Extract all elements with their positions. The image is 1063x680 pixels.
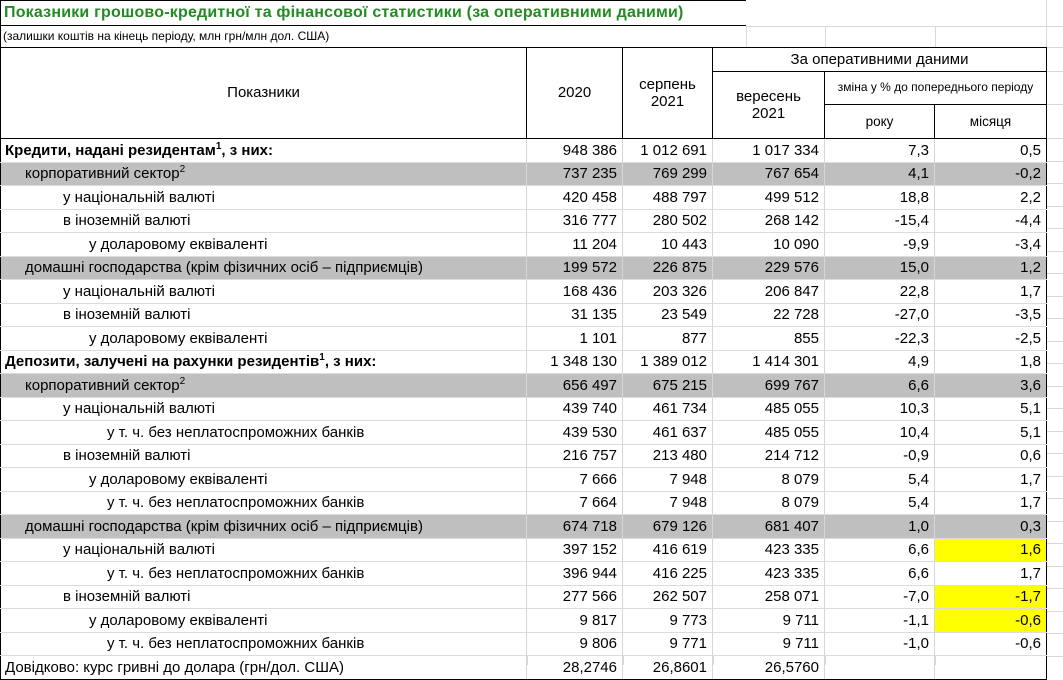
table-row: [1, 350, 1047, 374]
gridline: [1047, 273, 1063, 274]
table-row: [1, 280, 1047, 304]
cell-2020[interactable]: 439 530: [527, 421, 623, 445]
cell-2020[interactable]: 316 777: [527, 209, 623, 233]
cell-aug-2021[interactable]: 203 326: [623, 280, 713, 304]
gridline: [1047, 296, 1063, 297]
cell-2020[interactable]: 28,2746: [527, 656, 623, 680]
table-row: [1, 162, 1047, 186]
cell-change-year[interactable]: -1,0: [825, 632, 935, 656]
row-label-cell[interactable]: [1, 562, 527, 586]
row-label-cell[interactable]: [1, 139, 527, 163]
row-label-cell[interactable]: [1, 468, 527, 492]
cell-change-month[interactable]: -0,6: [935, 632, 1047, 656]
table-row: [1, 421, 1047, 445]
gridline: [1047, 251, 1063, 252]
row-label-cell[interactable]: [1, 421, 527, 445]
page-title: Показники грошово-кредитної та фінансової статистики (за оперативними даними): [0, 0, 746, 26]
cell-aug-2021[interactable]: 26,8601: [623, 656, 713, 680]
cell-aug-2021[interactable]: 9 771: [623, 632, 713, 656]
cell-change-year[interactable]: 6,6: [825, 562, 935, 586]
row-label: корпоративний сектор: [25, 376, 180, 394]
row-label: домашні господарства (крім фізичних осіб – підприємців): [25, 259, 423, 277]
cell-sep-2021[interactable]: 767 654: [713, 162, 825, 186]
cell-change-month[interactable]: 3,6: [935, 374, 1047, 398]
row-label-cell[interactable]: [1, 397, 527, 421]
cell-sep-2021[interactable]: 423 335: [713, 538, 825, 562]
cell-2020[interactable]: 1 348 130: [527, 350, 623, 374]
gridline: [1047, 104, 1063, 105]
cell-change-month[interactable]: 1,7: [935, 280, 1047, 304]
row-label: у національній валюті: [63, 541, 215, 559]
table-row: [1, 303, 1047, 327]
cell-2020[interactable]: 439 740: [527, 397, 623, 421]
row-label-cell[interactable]: [1, 209, 527, 233]
row-label-cell[interactable]: [1, 256, 527, 280]
cell-change-month[interactable]: -0,6: [935, 609, 1047, 633]
cell-2020[interactable]: 396 944: [527, 562, 623, 586]
cell-sep-2021[interactable]: 423 335: [713, 562, 825, 586]
cell-2020[interactable]: 656 497: [527, 374, 623, 398]
row-label: домашні господарства (крім фізичних осіб – підприємців): [25, 517, 423, 535]
table-row: [1, 139, 1047, 163]
gridline: [1047, 611, 1063, 612]
row-label: у національній валюті: [63, 282, 215, 300]
cell-sep-2021[interactable]: 214 712: [713, 444, 825, 468]
row-label-cell[interactable]: [1, 303, 527, 327]
header-indicators[interactable]: Показники: [1, 48, 527, 139]
cell-2020[interactable]: 7 664: [527, 491, 623, 515]
cell-change-month[interactable]: -3,4: [935, 233, 1047, 257]
cell-change-month[interactable]: -0,2: [935, 162, 1047, 186]
cell-aug-2021[interactable]: 769 299: [623, 162, 713, 186]
row-label: у доларовому еквіваленті: [89, 470, 268, 488]
cell-change-year[interactable]: -15,4: [825, 209, 935, 233]
gridline: [935, 26, 936, 47]
cell-2020[interactable]: 737 235: [527, 162, 623, 186]
footnote-marker: 2: [179, 164, 186, 176]
gridline: [1047, 228, 1063, 229]
header-sep-2021[interactable]: [713, 72, 825, 139]
header-sep-line1: вересень: [736, 87, 801, 105]
cell-change-month[interactable]: 1,7: [935, 562, 1047, 586]
cell-change-year[interactable]: -9,9: [825, 233, 935, 257]
subtitle: (залишки коштів на кінець періоду, млн грн/млн дол. США): [3, 29, 330, 43]
cell-aug-2021[interactable]: 262 507: [623, 585, 713, 609]
row-label-cell[interactable]: [1, 609, 527, 633]
cell-sep-2021[interactable]: 9 711: [713, 632, 825, 656]
cell-change-month[interactable]: -4,4: [935, 209, 1047, 233]
table-row: [1, 468, 1047, 492]
table-row: [1, 515, 1047, 539]
cell-change-year[interactable]: 6,6: [825, 538, 935, 562]
gridline: [1047, 386, 1063, 387]
table-row: [1, 538, 1047, 562]
cell-change-month[interactable]: -3,5: [935, 303, 1047, 327]
gridline: [825, 26, 826, 47]
gridline: [1047, 183, 1063, 184]
row-label-cell[interactable]: [1, 162, 527, 186]
cell-change-month[interactable]: 5,1: [935, 421, 1047, 445]
gridline: [1047, 543, 1063, 544]
cell-2020[interactable]: 31 135: [527, 303, 623, 327]
table-row: [1, 444, 1047, 468]
cell-sep-2021[interactable]: 9 711: [713, 609, 825, 633]
cell-change-year[interactable]: 7,3: [825, 139, 935, 163]
row-label-cell[interactable]: [1, 350, 527, 374]
cell-change-month[interactable]: 1,7: [935, 468, 1047, 492]
row-label-cell[interactable]: [1, 538, 527, 562]
row-label: у т. ч. без неплатоспроможних банків: [107, 564, 365, 582]
cell-2020[interactable]: 199 572: [527, 256, 623, 280]
cell-sep-2021[interactable]: 855: [713, 327, 825, 351]
gridline: [1047, 341, 1063, 342]
cell-aug-2021[interactable]: 1 389 012: [623, 350, 713, 374]
cell-change-month[interactable]: 5,1: [935, 397, 1047, 421]
cell-change-month[interactable]: 0,6: [935, 444, 1047, 468]
table-row: [1, 656, 1047, 680]
row-label-cell[interactable]: [1, 515, 527, 539]
row-label-cell[interactable]: [1, 632, 527, 656]
cell-sep-2021[interactable]: 258 071: [713, 585, 825, 609]
row-label: Довідково: курс гривні до долара (грн/дол. США): [5, 658, 344, 676]
header-operational-group[interactable]: За оперативними даними: [713, 48, 1047, 72]
table-row: [1, 632, 1047, 656]
cell-sep-2021[interactable]: 485 055: [713, 397, 825, 421]
cell-change-year[interactable]: -22,3: [825, 327, 935, 351]
cell-2020[interactable]: 216 757: [527, 444, 623, 468]
cell-change-month[interactable]: 1,2: [935, 256, 1047, 280]
header-change-month[interactable]: місяця: [935, 105, 1047, 139]
table-row: [1, 233, 1047, 257]
cell-aug-2021[interactable]: 461 637: [623, 421, 713, 445]
gridline: [1047, 566, 1063, 567]
gridline: [1046, 0, 1047, 47]
gridline: [1047, 206, 1063, 207]
cell-change-month[interactable]: -1,7: [935, 585, 1047, 609]
cell-2020[interactable]: 1 101: [527, 327, 623, 351]
cell-change-year[interactable]: 1,0: [825, 515, 935, 539]
gridline: [1047, 476, 1063, 477]
cell-change-year[interactable]: 4,1: [825, 162, 935, 186]
cell-2020[interactable]: 674 718: [527, 515, 623, 539]
cell-change-year[interactable]: 10,3: [825, 397, 935, 421]
cell-change-year[interactable]: 18,8: [825, 186, 935, 210]
table-row: [1, 491, 1047, 515]
table-row: [1, 327, 1047, 351]
header-2020[interactable]: 2020: [527, 48, 623, 139]
gridline: [1047, 633, 1063, 634]
table-row: [1, 397, 1047, 421]
gridline: [1047, 71, 1063, 72]
header-change-label[interactable]: зміна у % до попереднього періоду: [825, 72, 1047, 105]
gridline: [1047, 521, 1063, 522]
row-label: у доларовому еквіваленті: [89, 235, 268, 253]
cell-sep-2021[interactable]: 681 407: [713, 515, 825, 539]
cell-2020[interactable]: 948 386: [527, 139, 623, 163]
gridline: [1047, 408, 1063, 409]
cell-change-year[interactable]: 5,4: [825, 491, 935, 515]
cell-change-month[interactable]: [935, 656, 1047, 680]
gridline: [1047, 47, 1063, 48]
cell-2020[interactable]: 168 436: [527, 280, 623, 304]
gridline: [1047, 363, 1063, 364]
cell-sep-2021[interactable]: 499 512: [713, 186, 825, 210]
cell-change-month[interactable]: 2,2: [935, 186, 1047, 210]
cell-change-year[interactable]: 22,8: [825, 280, 935, 304]
table-row: [1, 186, 1047, 210]
table-row: [1, 609, 1047, 633]
row-label: у доларовому еквіваленті: [89, 329, 268, 347]
cell-change-year[interactable]: -0,9: [825, 444, 935, 468]
cell-aug-2021[interactable]: 7 948: [623, 491, 713, 515]
header-aug-2021[interactable]: [623, 48, 713, 139]
row-label: у доларовому еквіваленті: [89, 611, 268, 629]
cell-sep-2021[interactable]: 8 079: [713, 491, 825, 515]
cell-sep-2021[interactable]: 206 847: [713, 280, 825, 304]
cell-change-month[interactable]: 1,7: [935, 491, 1047, 515]
cell-aug-2021[interactable]: 488 797: [623, 186, 713, 210]
cell-2020[interactable]: 9 806: [527, 632, 623, 656]
row-label-cell[interactable]: [1, 327, 527, 351]
gridline: [746, 26, 747, 47]
cell-change-year[interactable]: 10,4: [825, 421, 935, 445]
footnote-marker: 1: [319, 352, 325, 364]
gridline: [1047, 498, 1063, 499]
cell-change-month[interactable]: 0,5: [935, 139, 1047, 163]
row-label-cell[interactable]: [1, 444, 527, 468]
footnote-marker: 1: [215, 140, 222, 152]
gridline: [1047, 656, 1063, 657]
row-label: у т. ч. без неплатоспроможних банків: [107, 494, 365, 512]
cell-aug-2021[interactable]: 1 012 691: [623, 139, 713, 163]
cell-aug-2021[interactable]: 679 126: [623, 515, 713, 539]
row-label-suffix: , з них:: [324, 353, 377, 371]
header-aug-line2: 2021: [650, 93, 685, 110]
cell-sep-2021[interactable]: 1 017 334: [713, 139, 825, 163]
row-label-cell[interactable]: [1, 233, 527, 257]
cell-aug-2021[interactable]: 877: [623, 327, 713, 351]
table-row: [1, 209, 1047, 233]
gridline: [1047, 138, 1063, 139]
cell-change-year[interactable]: -1,1: [825, 609, 935, 633]
row-label-suffix: , з них:: [221, 141, 273, 159]
cell-change-year[interactable]: -27,0: [825, 303, 935, 327]
cell-change-year[interactable]: 5,4: [825, 468, 935, 492]
row-label-cell[interactable]: [1, 186, 527, 210]
row-label-cell[interactable]: [1, 280, 527, 304]
cell-aug-2021[interactable]: 461 734: [623, 397, 713, 421]
row-label: в іноземній валюті: [63, 212, 191, 230]
row-label: в іноземній валюті: [63, 588, 191, 606]
row-label-cell[interactable]: [1, 374, 527, 398]
row-label: у національній валюті: [63, 400, 215, 418]
row-label: у т. ч. без неплатоспроможних банків: [107, 635, 365, 653]
cell-sep-2021[interactable]: 485 055: [713, 421, 825, 445]
row-label-cell[interactable]: [1, 585, 527, 609]
table-row: [1, 256, 1047, 280]
cell-change-year[interactable]: -7,0: [825, 585, 935, 609]
table-row: [1, 562, 1047, 586]
cell-aug-2021[interactable]: 675 215: [623, 374, 713, 398]
cell-2020[interactable]: 11 204: [527, 233, 623, 257]
gridline: [1047, 453, 1063, 454]
cell-2020[interactable]: 277 566: [527, 585, 623, 609]
cell-aug-2021[interactable]: 10 443: [623, 233, 713, 257]
cell-sep-2021[interactable]: 1 414 301: [713, 350, 825, 374]
cell-2020[interactable]: 420 458: [527, 186, 623, 210]
gridline: [1047, 161, 1063, 162]
cell-change-month[interactable]: 1,6: [935, 538, 1047, 562]
row-label: Депозити, залучені на рахунки резидентів: [5, 353, 320, 371]
row-label-cell[interactable]: [1, 656, 527, 680]
cell-sep-2021[interactable]: 229 576: [713, 256, 825, 280]
cell-sep-2021[interactable]: 10 090: [713, 233, 825, 257]
cell-change-year[interactable]: 15,0: [825, 256, 935, 280]
cell-change-month[interactable]: 1,8: [935, 350, 1047, 374]
statistics-table: [0, 47, 1047, 680]
header-aug-line1: серпень: [639, 75, 696, 93]
cell-aug-2021[interactable]: 23 549: [623, 303, 713, 327]
row-label: корпоративний сектор: [25, 165, 180, 183]
table-body: [1, 139, 1047, 680]
row-label: у національній валюті: [63, 188, 215, 206]
cell-aug-2021[interactable]: 416 225: [623, 562, 713, 586]
cell-aug-2021[interactable]: 7 948: [623, 468, 713, 492]
row-label: в іноземній валюті: [63, 306, 191, 324]
header-change-year[interactable]: року: [825, 105, 935, 139]
gridline: [746, 26, 1063, 27]
cell-change-month[interactable]: -2,5: [935, 327, 1047, 351]
gridline: [1047, 431, 1063, 432]
cell-change-year[interactable]: [825, 656, 935, 680]
row-label: Кредити, надані резидентам: [5, 141, 216, 159]
cell-aug-2021[interactable]: 213 480: [623, 444, 713, 468]
row-label-cell[interactable]: [1, 491, 527, 515]
footnote-marker: 2: [179, 375, 186, 387]
cell-sep-2021[interactable]: 268 142: [713, 209, 825, 233]
cell-sep-2021[interactable]: 22 728: [713, 303, 825, 327]
row-label: в іноземній валюті: [63, 447, 191, 465]
row-label: у т. ч. без неплатоспроможних банків: [107, 423, 365, 441]
table-row: [1, 374, 1047, 398]
cell-sep-2021[interactable]: 26,5760: [713, 656, 825, 680]
cell-aug-2021[interactable]: 226 875: [623, 256, 713, 280]
cell-aug-2021[interactable]: 280 502: [623, 209, 713, 233]
cell-2020[interactable]: 7 666: [527, 468, 623, 492]
gridline: [1047, 318, 1063, 319]
cell-2020[interactable]: 9 817: [527, 609, 623, 633]
table-row: [1, 585, 1047, 609]
cell-change-year[interactable]: 4,9: [825, 350, 935, 374]
cell-sep-2021[interactable]: 699 767: [713, 374, 825, 398]
header-sep-line2: 2021: [751, 105, 786, 122]
cell-aug-2021[interactable]: 9 773: [623, 609, 713, 633]
cell-2020[interactable]: 397 152: [527, 538, 623, 562]
cell-change-month[interactable]: 0,3: [935, 515, 1047, 539]
cell-aug-2021[interactable]: 416 619: [623, 538, 713, 562]
gridline: [1047, 588, 1063, 589]
cell-change-year[interactable]: 6,6: [825, 374, 935, 398]
cell-sep-2021[interactable]: 8 079: [713, 468, 825, 492]
